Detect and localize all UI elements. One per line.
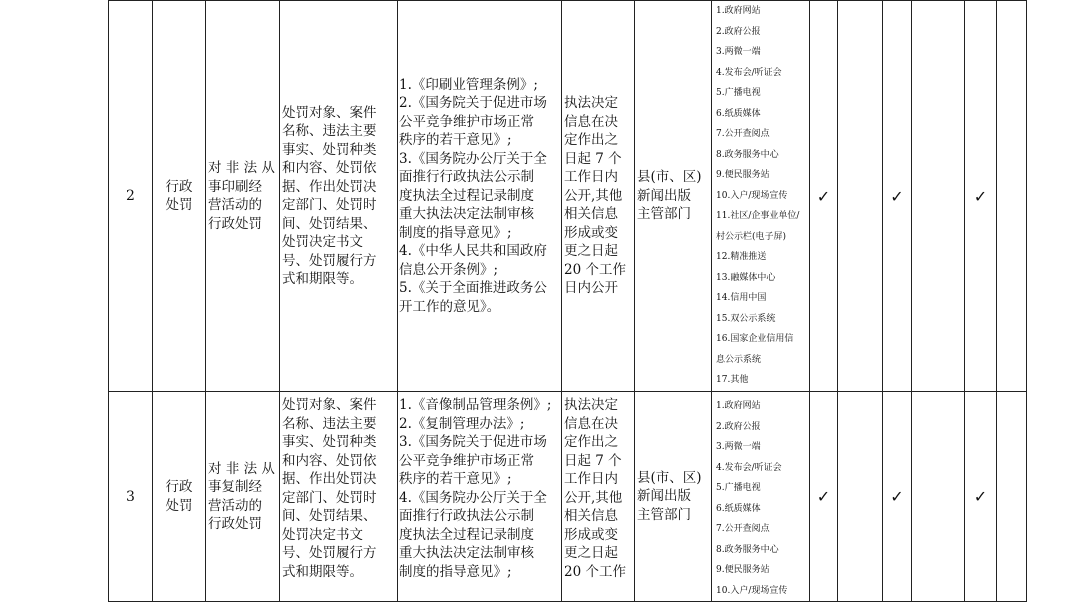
- channel-item: 2.政府公报: [716, 421, 761, 432]
- item-name: [206, 1, 280, 392]
- channel-item: 5.广播电视: [716, 483, 761, 493]
- content-line: 名称、违法主要: [282, 415, 377, 432]
- item-category: [153, 392, 206, 602]
- channel-item: 15.双公示系统: [716, 313, 776, 324]
- content-line: 号、处罚履行方: [282, 252, 377, 269]
- basis-line: 制度的指导意见》;: [399, 224, 512, 241]
- check-mark-icon: ✓: [965, 1, 997, 392]
- basis-line: 秩序的若干意见》;: [399, 132, 512, 149]
- name-line: 行政处罚: [208, 516, 262, 532]
- time-line: 日起 7 个: [564, 150, 622, 167]
- basis-line: 1.《印刷业管理条例》;: [399, 76, 538, 93]
- basis-line: 3.《国务院办公厅关于全: [399, 150, 547, 167]
- empty-check-cell: [838, 1, 883, 392]
- time-line: 形成或变: [564, 224, 618, 241]
- content-line: 事实、处罚种类: [282, 434, 377, 450]
- channel-item: 5.广播电视: [716, 88, 761, 98]
- basis-line: 面推行行政执法公示制: [399, 508, 534, 524]
- item-category: [153, 1, 206, 392]
- time-line: 相关信息: [564, 508, 618, 524]
- basis-line: 度执法全过程记录制度: [399, 187, 534, 204]
- content-line: 和内容、处罚依: [282, 452, 377, 469]
- basis-line: 4.《国务院办公厅关于全: [399, 489, 547, 506]
- empty-check-cell: [838, 392, 883, 602]
- check-mark-icon: ✓: [810, 1, 838, 392]
- channel-item: 8.政务服务中心: [716, 544, 779, 555]
- basis-line: 度执法全过程记录制度: [399, 526, 534, 543]
- row-number: 3: [109, 392, 153, 602]
- disclosure-basis: [398, 1, 562, 392]
- channel-item: 17.其他: [716, 375, 749, 385]
- row-number: 2: [109, 1, 153, 392]
- disclosure-channels: [712, 392, 810, 602]
- check-mark-icon: ✓: [810, 392, 838, 602]
- time-line: 定作出之: [564, 434, 618, 450]
- content-line: 事实、处罚种类: [282, 141, 377, 158]
- time-line: 公开,其他: [564, 187, 623, 204]
- channel-item: 7.公开查阅点: [716, 129, 770, 139]
- disclosure-channels: [712, 1, 810, 392]
- time-line: 信息在决: [564, 113, 618, 130]
- category-line: 行政: [165, 178, 193, 195]
- subject-line: 县(市、区): [637, 469, 702, 486]
- channel-item: 息公示系统: [716, 354, 762, 365]
- content-line: 处罚对象、案件: [282, 104, 377, 121]
- channel-item: 10.入户/现场宣传: [716, 190, 788, 201]
- disclosure-content: [280, 392, 398, 602]
- time-line: 执法决定: [564, 397, 618, 413]
- time-line: 定作出之: [564, 132, 618, 149]
- name-line: 营活动的: [208, 197, 262, 213]
- name-line: 行政处罚: [208, 215, 262, 232]
- channel-item: 3.两微一端: [716, 47, 761, 57]
- channel-item: 11.社区/企事业单位/: [716, 211, 800, 221]
- basis-line: 5.《关于全面推进政务公: [399, 280, 547, 297]
- time-line: 20 个工作: [564, 563, 626, 580]
- content-line: 号、处罚履行方: [282, 545, 377, 561]
- name-line: 事复制经: [208, 479, 262, 495]
- content-line: 式和期限等。: [282, 563, 363, 580]
- content-line: 间、处罚结果、: [282, 508, 377, 524]
- time-line: 更之日起: [564, 545, 618, 561]
- disclosure-time-limit: [562, 392, 635, 602]
- channel-item: 4.发布会/听证会: [716, 462, 782, 473]
- content-line: 据、作出处罚决: [282, 471, 377, 487]
- channel-item: 13.融媒体中心: [716, 272, 776, 283]
- disclosure-time-limit: [562, 1, 635, 392]
- channel-item: 1.政府网站: [716, 401, 761, 411]
- basis-line: 重大执法决定法制审核: [399, 545, 534, 561]
- time-line: 20 个工作: [564, 261, 626, 278]
- empty-check-cell: [912, 1, 965, 392]
- table-row: [109, 392, 1027, 602]
- disclosure-content: [280, 1, 398, 392]
- channel-item: 7.公开查阅点: [716, 524, 770, 534]
- subject-line: 县(市、区): [637, 169, 702, 186]
- check-mark-icon: ✓: [883, 392, 912, 602]
- category-line: 处罚: [165, 497, 193, 514]
- channel-item: 6.纸质媒体: [716, 503, 761, 514]
- basis-line: 制度的指导意见》;: [399, 563, 512, 580]
- channel-item: 6.纸质媒体: [716, 108, 761, 119]
- time-line: 信息在决: [564, 415, 618, 432]
- content-line: 处罚对象、案件: [282, 397, 377, 413]
- subject-line: 主管部门: [637, 506, 691, 523]
- basis-line: 秩序的若干意见》;: [399, 471, 512, 487]
- content-line: 间、处罚结果、: [282, 215, 377, 232]
- content-line: 和内容、处罚依: [282, 160, 377, 176]
- empty-check-cell: [997, 392, 1027, 602]
- basis-line: 1.《音像制品管理条例》;: [399, 397, 552, 413]
- subject-line: 新闻出版: [637, 488, 691, 505]
- channel-item: 4.发布会/听证会: [716, 67, 782, 78]
- channel-item: 10.入户/现场宣传: [716, 585, 788, 596]
- name-line: 营活动的: [208, 497, 262, 514]
- time-line: 日起 7 个: [564, 452, 622, 469]
- category-line: 处罚: [165, 197, 193, 213]
- channel-item: 村公示栏(电子屏): [716, 231, 787, 242]
- table-row: [109, 1, 1027, 392]
- time-line: 公开,其他: [564, 489, 623, 506]
- content-line: 定部门、处罚时: [282, 489, 377, 506]
- name-line: 事印刷经: [208, 178, 262, 195]
- content-line: 定部门、处罚时: [282, 197, 377, 213]
- content-line: 处罚决定书文: [282, 526, 363, 543]
- content-line: 名称、违法主要: [282, 123, 377, 139]
- basis-line: 3.《国务院关于促进市场: [399, 434, 547, 450]
- name-line: 对 非 法 从: [208, 460, 275, 477]
- basis-line: 4.《中华人民共和国政府: [399, 243, 547, 260]
- subject-line: 新闻出版: [637, 187, 691, 204]
- channel-item: 8.政务服务中心: [716, 149, 779, 160]
- basis-line: 面推行行政执法公示制: [399, 169, 534, 186]
- time-line: 日内公开: [564, 280, 618, 297]
- check-mark-icon: ✓: [883, 1, 912, 392]
- basis-line: 2.《复制管理办法》;: [399, 415, 525, 432]
- empty-check-cell: [997, 1, 1027, 392]
- basis-line: 开工作的意见》。: [399, 298, 501, 315]
- time-line: 执法决定: [564, 95, 618, 112]
- time-line: 工作日内: [564, 471, 618, 487]
- content-line: 处罚决定书文: [282, 234, 363, 250]
- time-line: 形成或变: [564, 526, 618, 543]
- check-mark-icon: ✓: [965, 392, 997, 602]
- category-line: 行政: [165, 479, 193, 495]
- basis-line: 2.《国务院关于促进市场: [399, 95, 547, 112]
- channel-item: 14.信用中国: [716, 293, 767, 303]
- basis-line: 信息公开条例》;: [399, 261, 499, 278]
- channel-item: 12.精准推送: [716, 252, 767, 262]
- time-line: 相关信息: [564, 206, 618, 223]
- subject-line: 主管部门: [637, 206, 691, 223]
- disclosure-subject: [635, 1, 712, 392]
- channel-item: 3.两微一端: [716, 442, 761, 452]
- name-line: 对 非 法 从: [208, 160, 275, 176]
- channel-item: 16.国家企业信用信: [716, 334, 794, 344]
- channel-item: 1.政府网站: [716, 6, 761, 16]
- disclosure-subject: [635, 392, 712, 602]
- item-name: [206, 392, 280, 602]
- basis-line: 公平竞争维护市场正常: [399, 452, 534, 469]
- basis-line: 重大执法决定法制审核: [399, 206, 534, 223]
- channel-item: 9.便民服务站: [716, 170, 770, 180]
- disclosure-table: [108, 0, 1027, 602]
- disclosure-basis: [398, 392, 562, 602]
- channel-item: 9.便民服务站: [716, 565, 770, 575]
- empty-check-cell: [912, 392, 965, 602]
- basis-line: 公平竞争维护市场正常: [399, 113, 534, 130]
- content-line: 据、作出处罚决: [282, 178, 377, 195]
- time-line: 更之日起: [564, 243, 618, 260]
- content-line: 式和期限等。: [282, 271, 363, 287]
- channel-item: 2.政府公报: [716, 26, 761, 37]
- time-line: 工作日内: [564, 169, 618, 186]
